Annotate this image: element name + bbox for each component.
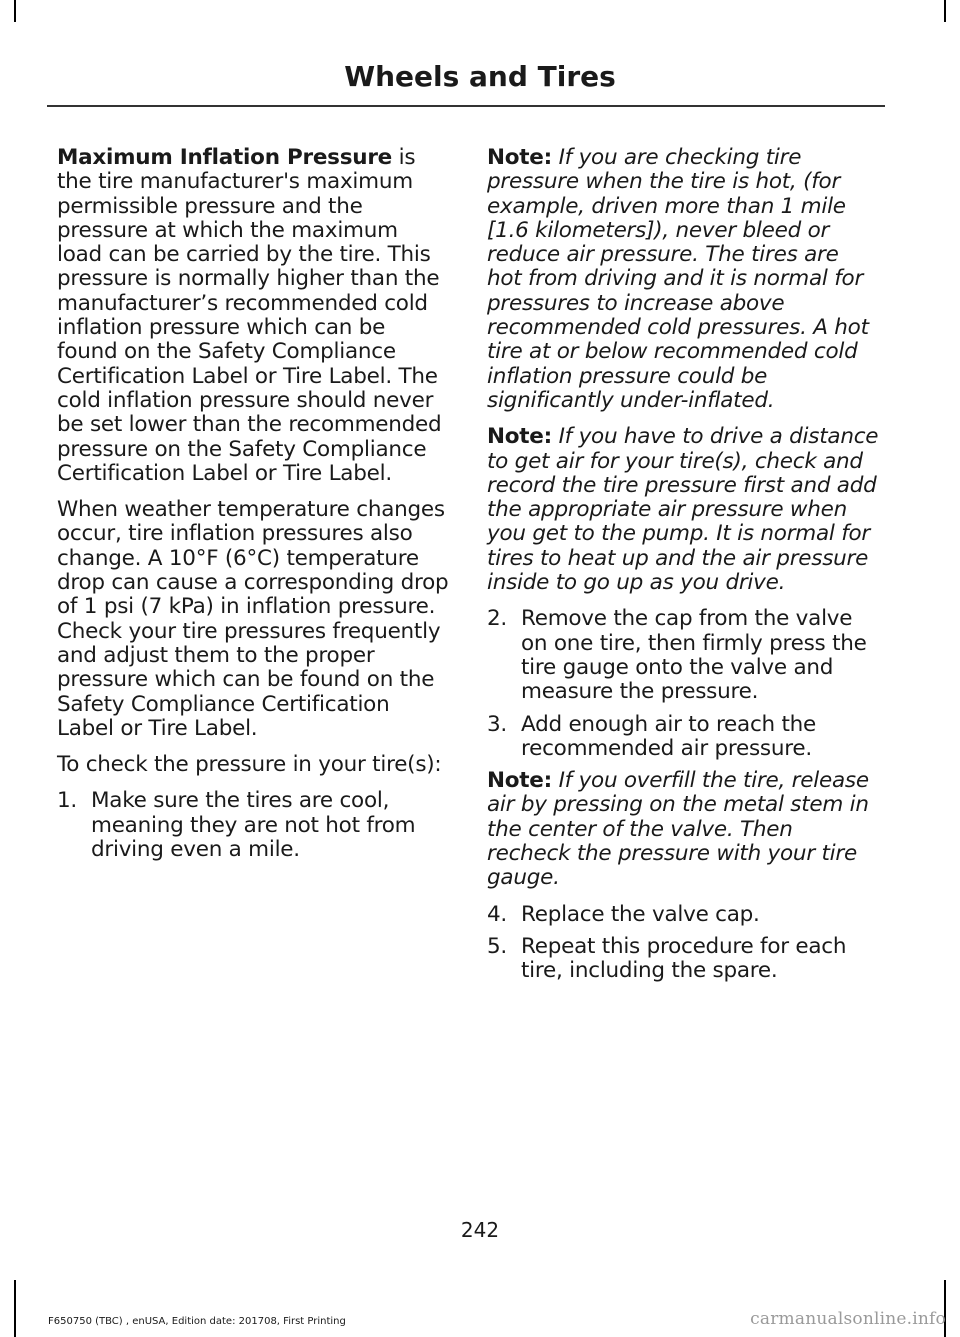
left-column: [57, 146, 449, 870]
temperature-paragraph: When weather temperature changes occur, tire inflation pressures also change. A 10°F (6°C) temperature drop can cause a corresponding drop of 1 psi (7 kPa) in inflation pressure. Check your tire pressures frequently and adjust them to the proper pressure which can be found on the Safety Compliance Certification Label or Tire Label.: [57, 497, 449, 741]
step-text: Make sure the tires are cool, meaning they are not hot from driving even a mile.: [91, 788, 416, 863]
max-inflation-paragraph: [57, 146, 449, 486]
step-text: Repeat this procedure for each tire, including the spare.: [521, 933, 847, 984]
step-text: Add enough air to reach the recommended air pressure.: [521, 711, 817, 761]
note-label: Note:: [487, 424, 552, 450]
step-number: 3.: [487, 711, 508, 737]
crop-mark-bottom-left: [14, 1280, 16, 1337]
note-text: If you overfill the tire, release air by pressing on the metal stem in the center of the valve. Then recheck the pressure with your tire gauge.: [487, 768, 869, 891]
note-hot-tire: [487, 146, 879, 413]
step-1: [57, 789, 449, 862]
note-overfill: [487, 769, 879, 890]
crop-mark-top-right: [944, 0, 946, 22]
step-number: 4.: [487, 901, 508, 927]
step-text: Replace the valve cap.: [521, 901, 760, 927]
watermark: carmanualsonline.info: [750, 1309, 946, 1329]
max-inflation-definition: is the tire manufacturer's maximum permissible pressure and the pressure at which the maximum load can be carried by the tire. This pressure is normally higher than the manufacturer’s recommended cold inflation pressure which can be found on the Safety Compliance Certification Label or Tire Label. The cold inflation pressure should never be set lower than the recommended pressure on the Safety Compliance Certification Label or Tire Label.: [57, 145, 442, 486]
edition-info: F650750 (TBC) , enUSA, Edition date: 201708, First Printing: [48, 1316, 346, 1327]
check-pressure-intro: To check the pressure in your tire(s):: [57, 752, 442, 778]
step-number: 2.: [487, 606, 508, 632]
note-drive-distance: [487, 425, 879, 595]
header-divider: [47, 105, 885, 107]
right-column: [487, 146, 879, 992]
note-text: If you have to drive a distance to get air for your tire(s), check and record the tire pressure first and add the appropriate air pressure when you get to the pump. It is normal for tires to heat up and the air pressure inside to go up as you drive.: [487, 424, 879, 596]
max-inflation-term: Maximum Inflation Pressure: [57, 145, 393, 170]
crop-mark-top-left: [14, 0, 16, 22]
step-3: [487, 713, 879, 762]
step-5: [487, 935, 879, 984]
note-label: Note:: [487, 145, 552, 170]
step-number: 5.: [487, 933, 508, 959]
step-2: [487, 607, 879, 704]
step-text: Remove the cap from the valve on one tire, then firmly press the tire gauge onto the valve and measure the pressure.: [521, 606, 867, 705]
step-number: 1.: [57, 788, 78, 814]
note-label: Note:: [487, 768, 552, 794]
step-4: [487, 903, 879, 927]
page-number: 242: [460, 1218, 500, 1242]
page-title: Wheels and Tires: [344, 60, 616, 93]
note-text: If you are checking tire pressure when the tire is hot, (for example, driven more than 1 mile [1.6 kilometers]), never bleed or reduce air pressure. The tires are hot from driving and it is normal for pressures to increase above recommended cold pressures. A hot tire at or below recommended cold inflation pressure could be significantly under-inflated.: [487, 145, 869, 413]
